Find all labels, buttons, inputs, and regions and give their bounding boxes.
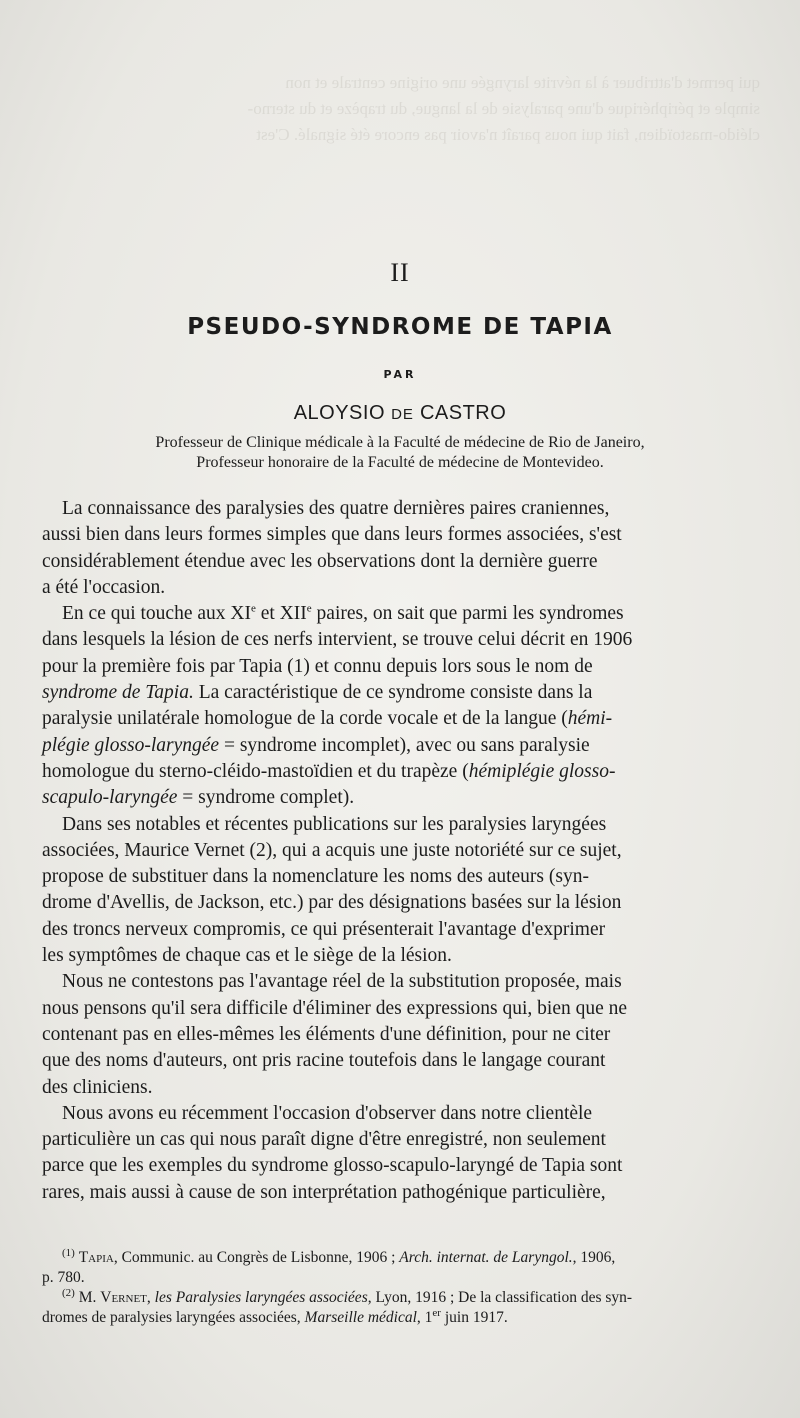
text-line: parce que les exemples du syndrome glosso-scapulo-laryngé de Tapia sont bbox=[42, 1155, 623, 1177]
text-line: plégie glosso-laryngée = syndrome incomplet), avec ou sans paralysie bbox=[42, 734, 590, 756]
author-name bbox=[0, 402, 800, 425]
text-line: particulière un cas qui nous paraît digne d'être enregistré, non seulement bbox=[42, 1129, 606, 1151]
affiliation: Professeur honoraire de la Faculté de médecine de Montevideo. bbox=[196, 454, 604, 471]
text-line: les symptômes de chaque cas et le siège de la lésion. bbox=[42, 945, 452, 967]
text-line: propose de substituer dans la nomenclature les noms des auteurs (syn- bbox=[42, 866, 589, 888]
footnotes bbox=[42, 1248, 758, 1328]
text-line: syndrome de Tapia. La caractéristique de ce syndrome consiste dans la bbox=[42, 682, 593, 704]
text-line: rares, mais aussi à cause de son interprétation pathogénique particulière, bbox=[42, 1181, 606, 1203]
text-line: scapulo-laryngée = syndrome complet). bbox=[42, 787, 355, 809]
section-number: II bbox=[390, 258, 410, 287]
text-line: dans lesquels la lésion de ces nerfs intervient, se trouve celui décrit en 1906 bbox=[42, 629, 633, 651]
text-line: nous pensons qu'il sera difficile d'éliminer des expressions qui, bien que ne bbox=[42, 997, 628, 1019]
footnote-1-cont: p. 780. bbox=[42, 1269, 85, 1286]
text-line: Dans ses notables et récentes publications sur les paralysies laryngées bbox=[62, 813, 607, 835]
text-line: contenant pas en elles-mêmes les éléments d'une définition, pour ne citer bbox=[42, 1023, 611, 1045]
body-text bbox=[42, 496, 758, 1206]
text-line: que des noms d'auteurs, ont pris racine toutefois dans le langage courant bbox=[42, 1050, 606, 1072]
text-line: homologue du sterno-cléido-mastoïdien et du trapèze (hémiplégie glosso- bbox=[42, 760, 616, 782]
article-title: PSEUDO-SYNDROME DE TAPIA bbox=[187, 314, 613, 340]
author-particle: DE bbox=[391, 406, 414, 423]
bleed-line: qui permet d'attribuer à la névrite laryngée une origine centrale et non bbox=[285, 73, 760, 92]
text-line: Nous avons eu récemment l'occasion d'observer dans notre clientèle bbox=[62, 1102, 593, 1124]
footnote-2-cont: dromes de paralysies laryngées associées, Marseille médical, 1er juin 1917. bbox=[42, 1306, 508, 1326]
footnote-2: $^{(2)}$ M. Vernet, les Paralysies laryngées associées, Lyon, 1916 ; De la classification des syn- bbox=[62, 1286, 633, 1306]
text-line: Nous ne contestons pas l'avantage réel de la substitution proposée, mais bbox=[62, 971, 622, 993]
text-line: des cliniciens. bbox=[42, 1076, 153, 1098]
text-line: considérablement étendue avec les observations dont la dernière guerre bbox=[42, 550, 598, 572]
footnote-1: $^{(1)}$ Tapia, Communic. au Congrès de Lisbonne, 1906 ; Arch. internat. de Laryngol., 1906, bbox=[62, 1246, 616, 1266]
affiliation: Professeur de Clinique médicale à la Faculté de médecine de Rio de Janeiro, bbox=[155, 434, 645, 451]
text-line: associées, Maurice Vernet (2), qui a acquis une juste notoriété sur ce sujet, bbox=[42, 839, 622, 861]
by-line: PAR bbox=[383, 368, 417, 381]
text-line: des troncs nerveux compromis, ce qui présenterait l'avantage d'exprimer bbox=[42, 918, 606, 940]
bleed-line: cléido-mastoïdien, fait qui nous paraît n'avoir pas encore été signalé. C'est bbox=[256, 125, 760, 144]
text-line: a été l'occasion. bbox=[42, 576, 166, 598]
text-line: paralysie unilatérale homologue de la corde vocale et de la langue (hémi- bbox=[42, 708, 613, 730]
bleed-line: simple et périphérique d'une paralysie de la langue, du trapèze et du sterno- bbox=[247, 99, 760, 118]
text-line: aussi bien dans leurs formes simples que dans leurs formes associées, s'est bbox=[42, 524, 622, 546]
text-line: En ce qui touche aux XIe et XIIe paires, on sait que parmi les syndromes bbox=[62, 602, 624, 625]
author-last: CASTRO bbox=[413, 402, 507, 424]
text-line: drome d'Avellis, de Jackson, etc.) par des désignations basées sur la lésion bbox=[42, 892, 622, 914]
reverse-side-bleed-through bbox=[60, 70, 760, 148]
text-line: La connaissance des paralysies des quatre dernières paires craniennes, bbox=[62, 498, 610, 519]
text-line: pour la première fois par Tapia (1) et connu depuis lors sous le nom de bbox=[42, 655, 593, 677]
author-first: ALOYSIO bbox=[293, 402, 392, 424]
